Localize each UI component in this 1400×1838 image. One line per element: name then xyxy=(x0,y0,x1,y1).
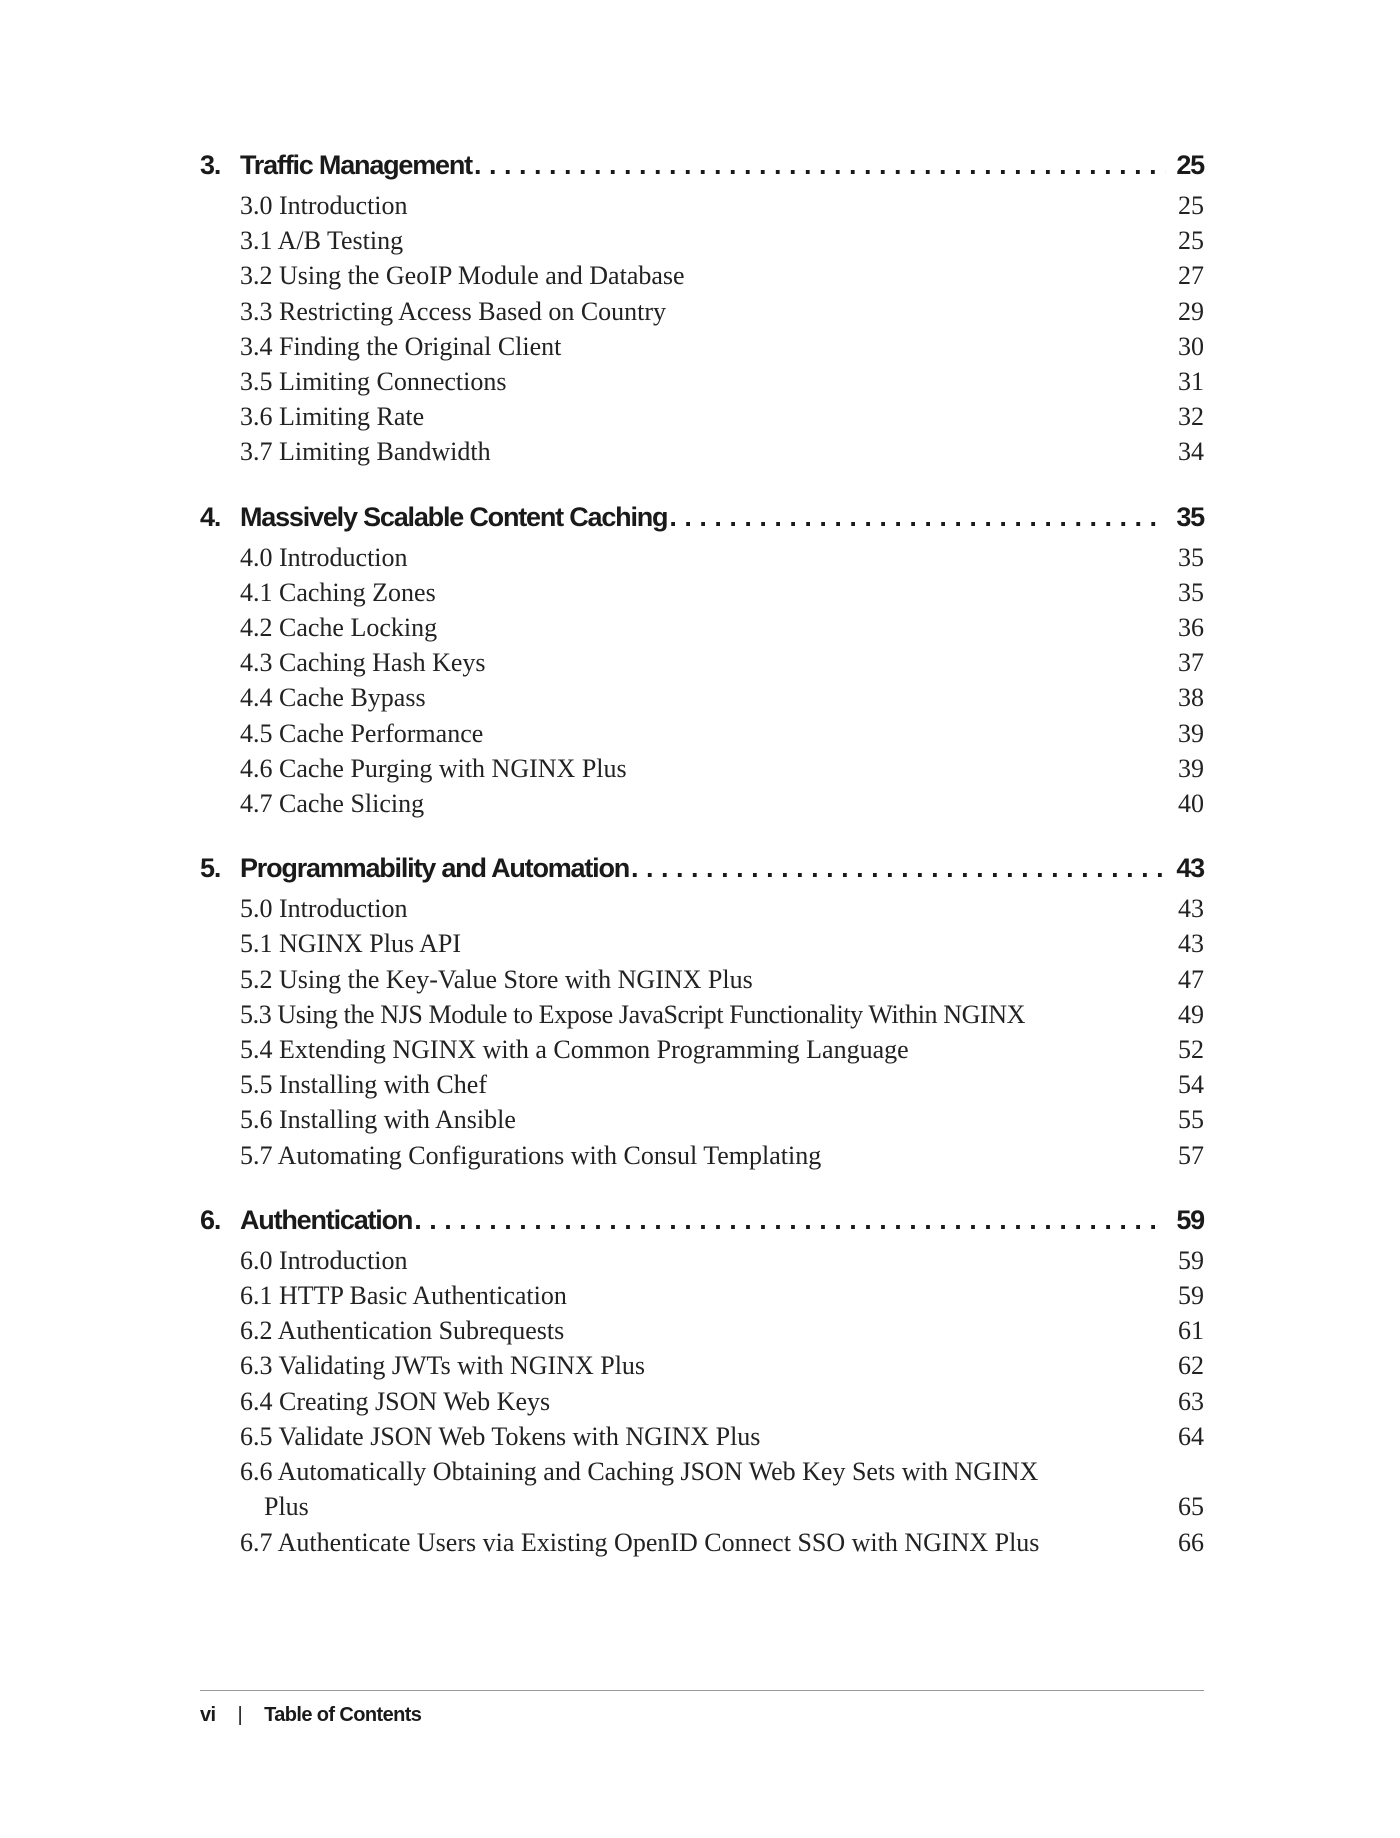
toc-entry[interactable] xyxy=(200,223,1204,258)
entry-page-number: 52 xyxy=(1178,1035,1204,1065)
toc-entry[interactable] xyxy=(200,786,1204,821)
entry-title: 4.4 Cache Bypass xyxy=(240,683,426,713)
entry-title: 4.6 Cache Purging with NGINX Plus xyxy=(240,753,627,783)
toc-entry[interactable] xyxy=(200,610,1204,645)
chapter-number: 4. xyxy=(200,501,221,532)
footer-page-number: vi xyxy=(200,1704,216,1726)
toc-entry[interactable] xyxy=(200,1102,1204,1137)
entry-page-number: 55 xyxy=(1178,1105,1204,1135)
page-footer xyxy=(200,1704,421,1727)
entry-title: 3.6 Limiting Rate xyxy=(240,402,425,432)
entry-page-number: 32 xyxy=(1178,402,1204,432)
chapter-3 xyxy=(200,150,1204,470)
entry-title-continuation: Plus xyxy=(264,1492,309,1522)
entry-page-number: 34 xyxy=(1178,437,1204,467)
toc-entry[interactable] xyxy=(200,540,1204,575)
toc-entry[interactable] xyxy=(200,258,1204,293)
toc-entry[interactable] xyxy=(200,1032,1204,1067)
chapter-title: Massively Scalable Content Caching xyxy=(240,501,668,532)
dot-leader xyxy=(414,1205,1166,1236)
entry-title: 5.5 Installing with Chef xyxy=(240,1070,487,1100)
entry-title: 6.5 Validate JSON Web Tokens with NGINX Plus xyxy=(240,1421,761,1451)
toc-entry[interactable] xyxy=(200,645,1204,680)
toc-entry[interactable] xyxy=(200,997,1204,1032)
entry-page-number: 29 xyxy=(1178,296,1204,326)
toc-entry[interactable] xyxy=(200,1313,1204,1348)
toc-entry[interactable] xyxy=(200,962,1204,997)
chapter-page-number: 25 xyxy=(1176,150,1204,180)
entry-page-number: 39 xyxy=(1178,718,1204,748)
toc-entry[interactable] xyxy=(200,1419,1204,1454)
entry-page-number: 39 xyxy=(1178,753,1204,783)
entry-title: 5.3 Using the NJS Module to Expose JavaScript Functionality Within NGINX xyxy=(240,999,1026,1029)
entry-title: 5.6 Installing with Ansible xyxy=(240,1105,516,1135)
entry-page-number: 62 xyxy=(1178,1351,1204,1381)
entry-page-number: 38 xyxy=(1178,683,1204,713)
toc-entry[interactable] xyxy=(200,329,1204,364)
entry-title: 5.4 Extending NGINX with a Common Programming Language xyxy=(240,1035,909,1065)
entry-title: 6.3 Validating JWTs with NGINX Plus xyxy=(240,1351,646,1381)
entry-page-number: 25 xyxy=(1178,191,1204,220)
toc-entry[interactable] xyxy=(200,399,1204,434)
chapter-6 xyxy=(200,1205,1204,1560)
entry-title: 4.3 Caching Hash Keys xyxy=(240,648,486,678)
entry-title: 3.7 Limiting Bandwidth xyxy=(240,437,491,467)
entry-title: 4.2 Cache Locking xyxy=(240,613,438,643)
toc-entry[interactable] xyxy=(200,680,1204,715)
chapter-heading[interactable] xyxy=(200,502,1204,540)
footer-divider xyxy=(200,1690,1204,1691)
entry-title: 5.0 Introduction xyxy=(240,894,408,924)
chapter-heading[interactable] xyxy=(200,853,1204,891)
entry-page-number: 36 xyxy=(1178,613,1204,643)
entry-page-number: 31 xyxy=(1178,367,1204,397)
entry-page-number: 65 xyxy=(1178,1492,1204,1522)
entry-page-number: 59 xyxy=(1178,1281,1204,1311)
chapter-number: 6. xyxy=(200,1204,221,1235)
entry-title: 5.7 Automating Configurations with Consul Templating xyxy=(240,1140,822,1170)
entry-title: 5.1 NGINX Plus API xyxy=(240,929,462,959)
entry-page-number: 30 xyxy=(1178,331,1204,361)
toc-entry[interactable] xyxy=(200,716,1204,751)
entry-page-number: 57 xyxy=(1178,1140,1204,1170)
chapter-number: 5. xyxy=(200,853,221,884)
entry-page-number: 66 xyxy=(1178,1527,1204,1557)
toc-entry[interactable] xyxy=(200,891,1204,926)
dot-leader xyxy=(474,150,1166,181)
footer-separator: | xyxy=(237,1704,243,1726)
toc-entry[interactable] xyxy=(200,1278,1204,1313)
chapter-4 xyxy=(200,502,1204,822)
entry-title: 4.1 Caching Zones xyxy=(240,577,436,607)
entry-page-number: 35 xyxy=(1178,577,1204,607)
chapter-number: 3. xyxy=(200,150,221,180)
entry-title-line: 6.6 Automatically Obtaining and Caching JSON Web Key Sets with NGINX xyxy=(240,1457,1039,1487)
entry-title: 6.2 Authentication Subrequests xyxy=(240,1316,565,1346)
chapter-5 xyxy=(200,853,1204,1173)
dot-leader xyxy=(631,853,1166,884)
chapter-title: Traffic Management xyxy=(240,150,472,180)
toc-entry[interactable] xyxy=(200,1525,1204,1560)
entry-title: 3.2 Using the GeoIP Module and Database xyxy=(240,261,685,291)
toc-entry[interactable] xyxy=(200,294,1204,329)
entry-page-number: 59 xyxy=(1178,1245,1204,1275)
entry-title: 3.1 A/B Testing xyxy=(240,226,404,256)
chapter-page-number: 35 xyxy=(1176,501,1204,532)
toc-entry[interactable] xyxy=(200,575,1204,610)
chapter-title: Programmability and Automation xyxy=(240,853,630,884)
entry-page-number: 64 xyxy=(1178,1421,1204,1451)
entry-page-number: 25 xyxy=(1178,226,1204,256)
dot-leader xyxy=(669,502,1166,533)
entry-title xyxy=(240,1454,1158,1524)
chapter-heading[interactable] xyxy=(200,1205,1204,1243)
entry-page-number: 35 xyxy=(1178,542,1204,572)
table-of-contents xyxy=(200,150,1204,1592)
chapter-page-number: 59 xyxy=(1176,1204,1204,1235)
toc-entry[interactable] xyxy=(200,1067,1204,1102)
toc-entry[interactable] xyxy=(200,1384,1204,1419)
entry-page-number: 43 xyxy=(1178,929,1204,959)
toc-entry[interactable] xyxy=(200,364,1204,399)
toc-entry[interactable] xyxy=(200,926,1204,961)
entry-page-number: 27 xyxy=(1178,261,1204,291)
chapter-title: Authentication xyxy=(240,1204,413,1235)
entry-title: 3.0 Introduction xyxy=(240,191,408,220)
entry-page-number: 40 xyxy=(1178,789,1204,819)
toc-entry[interactable] xyxy=(200,1348,1204,1383)
entry-page-number: 43 xyxy=(1178,894,1204,924)
entry-title: 3.3 Restricting Access Based on Country xyxy=(240,296,667,326)
entry-title: 6.4 Creating JSON Web Keys xyxy=(240,1386,551,1416)
entry-page-number: 54 xyxy=(1178,1070,1204,1100)
entry-title: 6.7 Authenticate Users via Existing OpenID Connect SSO with NGINX Plus xyxy=(240,1527,1040,1557)
entry-title: 4.7 Cache Slicing xyxy=(240,789,425,819)
entry-page-number: 49 xyxy=(1178,999,1204,1029)
entry-title: 3.5 Limiting Connections xyxy=(240,367,507,397)
entry-page-number: 47 xyxy=(1178,964,1204,994)
entry-title: 6.0 Introduction xyxy=(240,1245,408,1275)
entry-title: 3.4 Finding the Original Client xyxy=(240,331,562,361)
toc-entry[interactable] xyxy=(200,188,1204,223)
toc-entry[interactable] xyxy=(200,1138,1204,1173)
entry-title: 4.0 Introduction xyxy=(240,542,408,572)
entry-page-number: 63 xyxy=(1178,1386,1204,1416)
entry-title: 5.2 Using the Key-Value Store with NGINX Plus xyxy=(240,964,753,994)
toc-entry[interactable] xyxy=(200,1454,1204,1524)
entry-page-number: 37 xyxy=(1178,648,1204,678)
entry-page-number: 61 xyxy=(1178,1316,1204,1346)
chapter-heading[interactable] xyxy=(200,150,1204,188)
entry-title: 6.1 HTTP Basic Authentication xyxy=(240,1281,567,1311)
toc-entry[interactable] xyxy=(200,751,1204,786)
chapter-page-number: 43 xyxy=(1176,853,1204,884)
footer-section-title: Table of Contents xyxy=(264,1704,422,1726)
toc-entry[interactable] xyxy=(200,434,1204,469)
toc-entry[interactable] xyxy=(200,1243,1204,1278)
entry-title: 4.5 Cache Performance xyxy=(240,718,484,748)
